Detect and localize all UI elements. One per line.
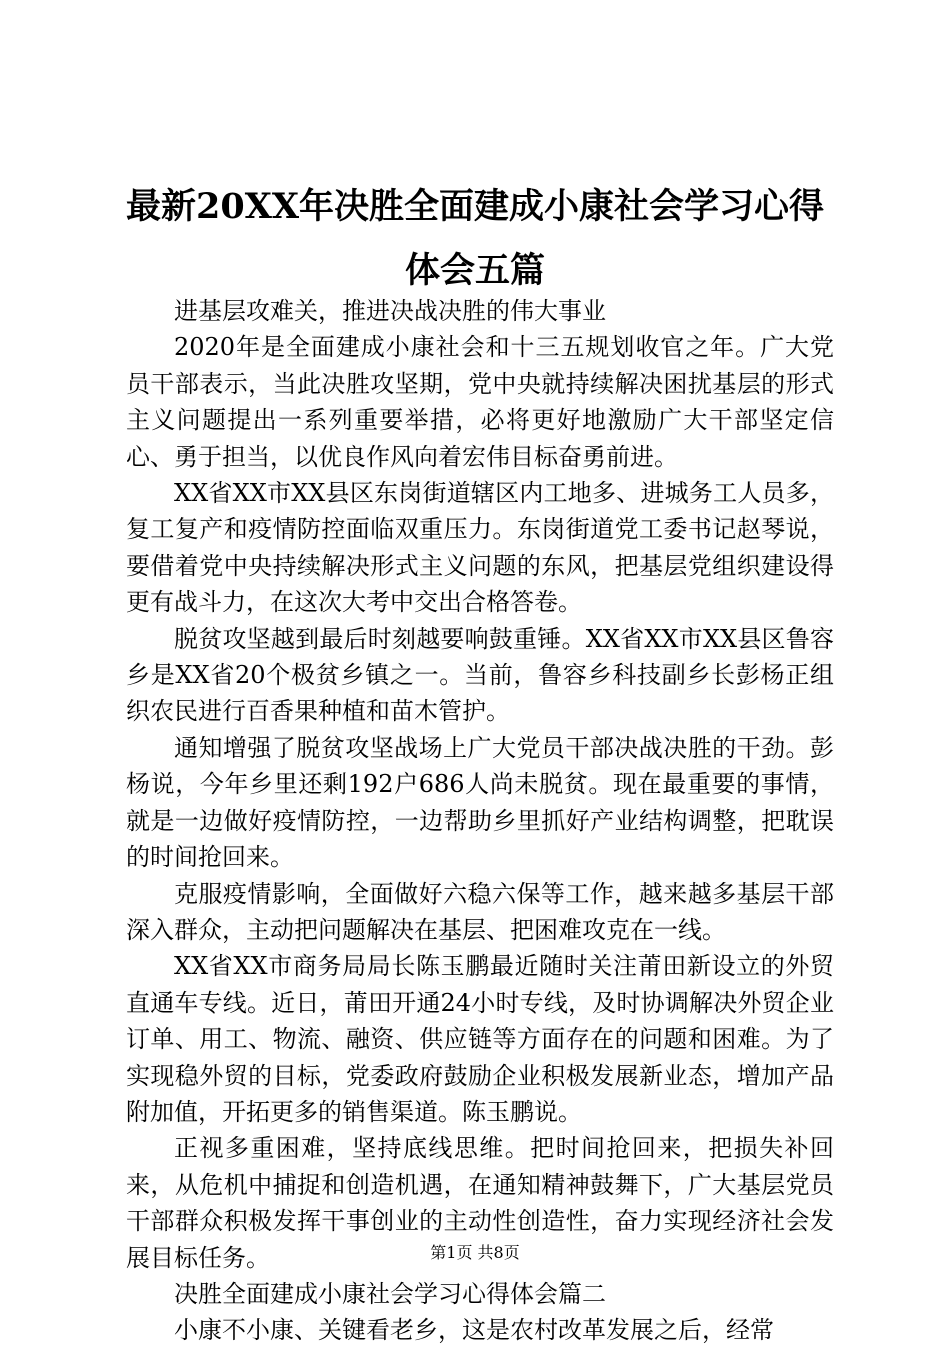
body-paragraph: XX省XX市XX县区东岗街道辖区内工地多、进城务工人员多，复工复产和疫情防控面临双重压力。东岗街道党工委书记赵琴说，要借着党中央持续解决形式主义问题的东风，把基层党组织建设得更有战斗力，在这次大考中交出合格答卷。 bbox=[126, 479, 834, 617]
page-footer: 第1页 共8页 bbox=[430, 1243, 520, 1262]
document-title-line-1: 最新20XX年决胜全面建成小康社会学习心得 bbox=[125, 186, 825, 227]
section-heading: 决胜全面建成小康社会学习心得体会篇二 bbox=[174, 1279, 606, 1308]
document-title-line-2: 体会五篇 bbox=[404, 250, 545, 291]
body-paragraph: 2020年是全面建成小康社会和十三五规划收官之年。广大党员干部表示，当此决胜攻坚期，党中央就持续解决困扰基层的形式主义问题提出一系列重要举措，必将更好地激励广大干部坚定信心、勇于担当，以优良作风向着宏伟目标奋勇前进。 bbox=[126, 333, 834, 471]
section-heading: 进基层攻难关，推进决战决胜的伟大事业 bbox=[174, 297, 606, 325]
body-paragraph: 克服疫情影响，全面做好六稳六保等工作，越来越多基层干部深入群众，主动把问题解决在基层、把困难攻克在一线。 bbox=[126, 879, 834, 944]
body-paragraph: 正视多重困难，坚持底线思维。把时间抢回来，把损失补回来，从危机中捕捉和创造机遇，在通知精神鼓舞下，广大基层党员干部群众积极发挥干事创业的主动性创造性，奋力实现经济社会发展目标任务。 bbox=[126, 1134, 834, 1272]
body-paragraph: 小康不小康、关键看老乡，这是农村改革发展之后，经常 bbox=[174, 1316, 774, 1345]
body-paragraph: 脱贫攻坚越到最后时刻越要响鼓重锤。XX省XX市XX县区鲁容乡是XX省20个极贫乡镇之一。当前，鲁容乡科技副乡长彭杨正组织农民进行百香果种植和苗木管护。 bbox=[126, 624, 834, 726]
body-paragraph: XX省XX市商务局局长陈玉鹏最近随时关注莆田新设立的外贸直通车专线。近日，莆田开通24小时专线，及时协调解决外贸企业订单、用工、物流、融资、供应链等方面存在的问题和困难。为了实现稳外贸的目标，党委政府鼓励企业积极发展新业态，增加产品附加值，开拓更多的销售渠道。陈玉鹏说。 bbox=[126, 952, 834, 1126]
document-body bbox=[126, 293, 834, 1349]
body-paragraph: 通知增强了脱贫攻坚战场上广大党员干部决战决胜的干劲。彭杨说，今年乡里还剩192户686人尚未脱贫。现在最重要的事情，就是一边做好疫情防控，一边帮助乡里抓好产业结构调整，把耽误的时间抢回来。 bbox=[126, 733, 834, 872]
